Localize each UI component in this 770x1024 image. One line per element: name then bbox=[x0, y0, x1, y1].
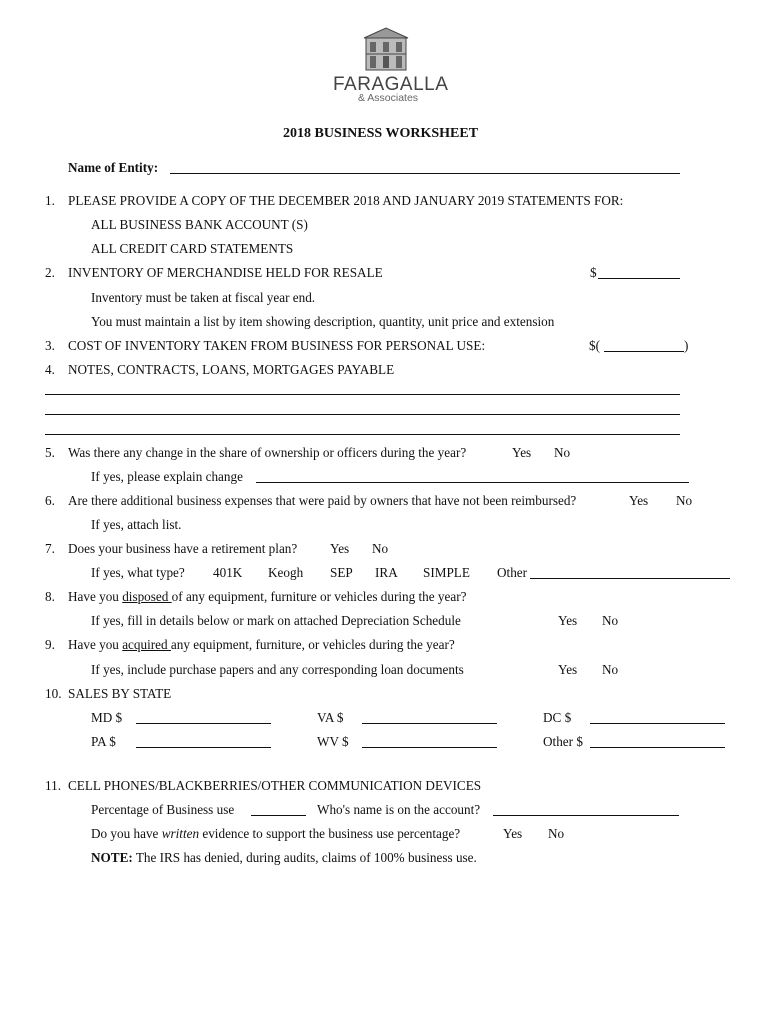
item-10-text: SALES BY STATE bbox=[68, 686, 172, 701]
item-7-sub-label: If yes, what type? bbox=[91, 565, 185, 580]
item-8-yes[interactable]: Yes bbox=[558, 613, 578, 628]
brand-subtitle: & Associates bbox=[357, 92, 419, 104]
state-wv-label: WV $ bbox=[317, 734, 349, 749]
state-dc-label: DC $ bbox=[543, 710, 572, 725]
item-8-text-emphasis: disposed bbox=[122, 589, 172, 604]
item-number-3: 3. bbox=[45, 338, 55, 353]
building-logo-icon bbox=[360, 24, 412, 74]
item-6-sub: If yes, attach list. bbox=[91, 517, 182, 532]
item-11-text: CELL PHONES/BLACKBERRIES/OTHER COMMUNICATION DEVICES bbox=[68, 778, 482, 793]
state-wv-field[interactable] bbox=[362, 747, 497, 748]
state-other-field[interactable] bbox=[590, 747, 725, 748]
item-number-1: 1. bbox=[45, 193, 55, 208]
written-evidence-text bbox=[91, 826, 460, 842]
item-1-sub-credit: ALL CREDIT CARD STATEMENTS bbox=[91, 241, 294, 256]
plan-type-401k[interactable]: 401K bbox=[213, 565, 243, 580]
written-evidence-pre: Do you have bbox=[91, 826, 162, 841]
item-7-no[interactable]: No bbox=[372, 541, 389, 556]
item-11-no[interactable]: No bbox=[548, 826, 565, 841]
item-8-text-pre: Have you bbox=[68, 589, 123, 604]
irs-note-label: NOTE: bbox=[91, 850, 133, 865]
item-number-2: 2. bbox=[45, 265, 55, 280]
page-title: 2018 BUSINESS WORKSHEET bbox=[283, 126, 479, 141]
item-8-text bbox=[68, 589, 466, 605]
whose-name-label: Who's name is on the account? bbox=[317, 802, 481, 817]
item-5-no[interactable]: No bbox=[554, 445, 571, 460]
state-md-field[interactable] bbox=[136, 723, 271, 724]
state-md-label: MD $ bbox=[91, 710, 123, 725]
item-number-10: 10. bbox=[45, 686, 62, 701]
item-7-text: Does your business have a retirement plan? bbox=[68, 541, 298, 556]
item-2-sub-fiscal: Inventory must be taken at fiscal year end. bbox=[91, 290, 316, 305]
pct-business-label: Percentage of Business use bbox=[91, 802, 235, 817]
whose-name-field[interactable] bbox=[493, 815, 679, 816]
item-number-11: 11. bbox=[45, 778, 61, 793]
item-6-yes[interactable]: Yes bbox=[629, 493, 649, 508]
item-6-text: Are there additional business expenses that were paid by owners that have not been reimbursed? bbox=[68, 493, 577, 508]
item-number-4: 4. bbox=[45, 362, 55, 377]
item-5-text: Was there any change in the share of ownership or officers during the year? bbox=[68, 445, 467, 460]
notes-line-1[interactable] bbox=[45, 394, 680, 395]
plan-type-other[interactable]: Other bbox=[497, 565, 528, 580]
change-explain-field[interactable] bbox=[256, 482, 689, 483]
item-6-no[interactable]: No bbox=[676, 493, 693, 508]
item-8-text-post: of any equipment, furniture or vehicles during the year? bbox=[171, 589, 467, 604]
plan-type-keogh[interactable]: Keogh bbox=[268, 565, 304, 580]
plan-type-ira[interactable]: IRA bbox=[375, 565, 398, 580]
item-8-no[interactable]: No bbox=[602, 613, 619, 628]
plan-type-sep[interactable]: SEP bbox=[330, 565, 353, 580]
entity-field[interactable] bbox=[170, 173, 680, 174]
item-number-7: 7. bbox=[45, 541, 55, 556]
item-number-6: 6. bbox=[45, 493, 55, 508]
item-number-8: 8. bbox=[45, 589, 55, 604]
state-other-label: Other $ bbox=[543, 734, 583, 749]
item-9-no[interactable]: No bbox=[602, 662, 619, 677]
irs-note-text: The IRS has denied, during audits, claims of 100% business use. bbox=[132, 850, 477, 865]
item-5-sub: If yes, please explain change bbox=[91, 469, 243, 484]
item-2-dollar: $ bbox=[590, 265, 597, 280]
item-9-text-pre: Have you bbox=[68, 637, 123, 652]
item-9-text-emphasis: acquired bbox=[122, 637, 171, 652]
item-3-prefix: $( bbox=[589, 338, 600, 353]
item-4-text: NOTES, CONTRACTS, LOANS, MORTGAGES PAYABLE bbox=[68, 362, 395, 377]
state-pa-label: PA $ bbox=[91, 734, 116, 749]
item-9-text-post: any equipment, furniture, or vehicles during the year? bbox=[170, 637, 455, 652]
item-11-yes[interactable]: Yes bbox=[503, 826, 523, 841]
notes-line-2[interactable] bbox=[45, 414, 680, 415]
item-2-sub-list: You must maintain a list by item showing description, quantity, unit price and extension bbox=[91, 314, 555, 329]
item-7-yes[interactable]: Yes bbox=[330, 541, 350, 556]
item-9-sub: If yes, include purchase papers and any corresponding loan documents bbox=[91, 662, 464, 677]
entity-label: Name of Entity: bbox=[68, 160, 159, 175]
item-8-sub: If yes, fill in details below or mark on attached Depreciation Schedule bbox=[91, 613, 461, 628]
item-1-text: PLEASE PROVIDE A COPY OF THE DECEMBER 2018 AND JANUARY 2019 STATEMENTS FOR: bbox=[68, 193, 624, 208]
state-dc-field[interactable] bbox=[590, 723, 725, 724]
inventory-amount-field[interactable] bbox=[598, 278, 680, 279]
pct-business-field[interactable] bbox=[251, 815, 306, 816]
written-evidence-emphasis: written bbox=[161, 826, 200, 841]
state-pa-field[interactable] bbox=[136, 747, 271, 748]
state-va-label: VA $ bbox=[317, 710, 344, 725]
written-evidence-post: evidence to support the business use percentage? bbox=[199, 826, 461, 841]
plan-other-field[interactable] bbox=[530, 578, 730, 579]
item-5-yes[interactable]: Yes bbox=[512, 445, 532, 460]
item-3-suffix: ) bbox=[684, 338, 689, 353]
state-va-field[interactable] bbox=[362, 723, 497, 724]
item-9-text bbox=[68, 637, 455, 653]
brand-name: FARAGALLA bbox=[333, 74, 449, 95]
plan-type-simple[interactable]: SIMPLE bbox=[423, 565, 470, 580]
notes-line-3[interactable] bbox=[45, 434, 680, 435]
personal-use-amount-field[interactable] bbox=[604, 351, 684, 352]
item-2-text: INVENTORY OF MERCHANDISE HELD FOR RESALE bbox=[68, 265, 383, 280]
item-3-text: COST OF INVENTORY TAKEN FROM BUSINESS FOR PERSONAL USE: bbox=[68, 338, 486, 353]
item-1-sub-bank: ALL BUSINESS BANK ACCOUNT (S) bbox=[91, 217, 308, 232]
irs-note bbox=[91, 850, 477, 866]
item-number-9: 9. bbox=[45, 637, 55, 652]
item-number-5: 5. bbox=[45, 445, 55, 460]
item-9-yes[interactable]: Yes bbox=[558, 662, 578, 677]
